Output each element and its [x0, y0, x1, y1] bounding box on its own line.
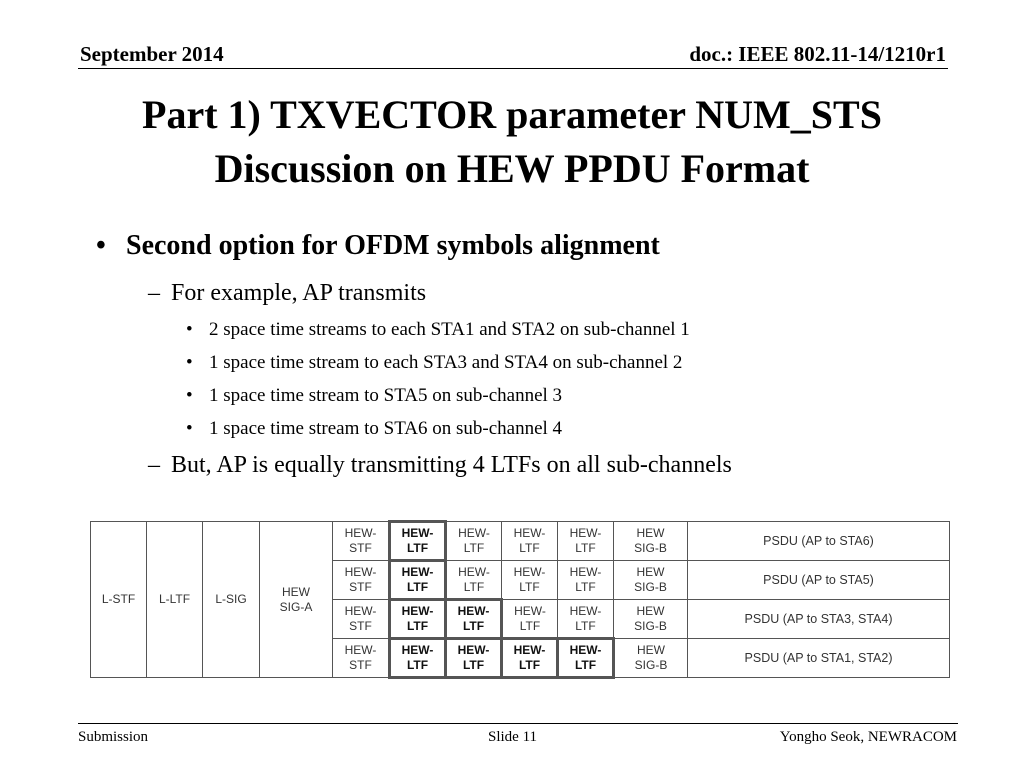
hew-ltf-field-active: HEW- LTF [390, 561, 446, 600]
dash-mark: – [148, 280, 160, 306]
hew-ltf-field: HEW- LTF [558, 600, 614, 639]
hew-sigb-field: HEW SIG-B [614, 600, 688, 639]
lstf-field: L-STF [91, 522, 147, 678]
header-divider [78, 68, 948, 69]
bullet-but-text: But, AP is equally transmitting 4 LTFs on all sub-channels [171, 452, 732, 478]
slide-title-line2: Discussion on HEW PPDU Format [214, 146, 810, 191]
footer-author: Yongho Seok, NEWRACOM [779, 729, 957, 745]
header-doc-id: doc.: IEEE 802.11-14/1210r1 [689, 42, 946, 66]
hew-ltf-field-active: HEW- LTF [502, 639, 558, 678]
hew-sigb-field: HEW SIG-B [614, 639, 688, 678]
hew-ltf-field-active: HEW- LTF [558, 639, 614, 678]
dash-mark: – [148, 452, 160, 478]
footer-divider [78, 723, 958, 724]
bullet-mark: • [96, 230, 106, 261]
lltf-field: L-LTF [147, 522, 203, 678]
hew-ltf-field-active: HEW- LTF [446, 639, 502, 678]
hew-ltf-field: HEW- LTF [502, 522, 558, 561]
hew-ltf-field: HEW- LTF [446, 561, 502, 600]
psdu-field: PSDU (AP to STA3, STA4) [688, 600, 950, 639]
bullet-mark: • [186, 319, 193, 340]
hew-stf-field: HEW- STF [333, 600, 390, 639]
ppdu-format-diagram [90, 520, 950, 679]
bullet-mark: • [186, 352, 193, 373]
footer-slide-number: Slide 11 [488, 729, 538, 745]
hew-ltf-field-active: HEW- LTF [390, 639, 446, 678]
hew-ltf-field: HEW- LTF [502, 600, 558, 639]
footer-submission: Submission [78, 729, 149, 745]
slide-title-line1: Part 1) TXVECTOR parameter NUM_STS [142, 92, 882, 137]
hew-sigb-field: HEW SIG-B [614, 561, 688, 600]
hew-ltf-field-active: HEW- LTF [390, 600, 446, 639]
lsig-field: L-SIG [203, 522, 260, 678]
hew-ltf-field-active: HEW- LTF [390, 522, 446, 561]
hew-ltf-field: HEW- LTF [558, 522, 614, 561]
header-date: September 2014 [80, 42, 224, 66]
bullet-item-text: 1 space time stream to STA5 on sub-channel 3 [209, 385, 563, 406]
bullet-item-text: 1 space time stream to STA6 on sub-channel 4 [209, 418, 563, 439]
bullet-mark: • [186, 418, 193, 439]
hew-stf-field: HEW- STF [333, 561, 390, 600]
hew-stf-field: HEW- STF [333, 639, 390, 678]
hew-ltf-field-active: HEW- LTF [446, 600, 502, 639]
bullet-mark: • [186, 385, 193, 406]
hew-siga-field: HEW SIG-A [260, 522, 333, 678]
bullet-example-text: For example, AP transmits [171, 280, 427, 306]
hew-ltf-field: HEW- LTF [502, 561, 558, 600]
psdu-field: PSDU (AP to STA1, STA2) [688, 639, 950, 678]
bullet-level1-text: Second option for OFDM symbols alignment [126, 230, 660, 261]
hew-stf-field: HEW- STF [333, 522, 390, 561]
bullet-item-text: 1 space time stream to each STA3 and STA4 on sub-channel 2 [209, 352, 683, 373]
hew-ltf-field: HEW- LTF [558, 561, 614, 600]
bullet-item-text: 2 space time streams to each STA1 and STA2 on sub-channel 1 [209, 319, 690, 340]
psdu-field: PSDU (AP to STA6) [688, 522, 950, 561]
psdu-field: PSDU (AP to STA5) [688, 561, 950, 600]
hew-ltf-field: HEW- LTF [446, 522, 502, 561]
hew-sigb-field: HEW SIG-B [614, 522, 688, 561]
slide-title [40, 88, 984, 196]
